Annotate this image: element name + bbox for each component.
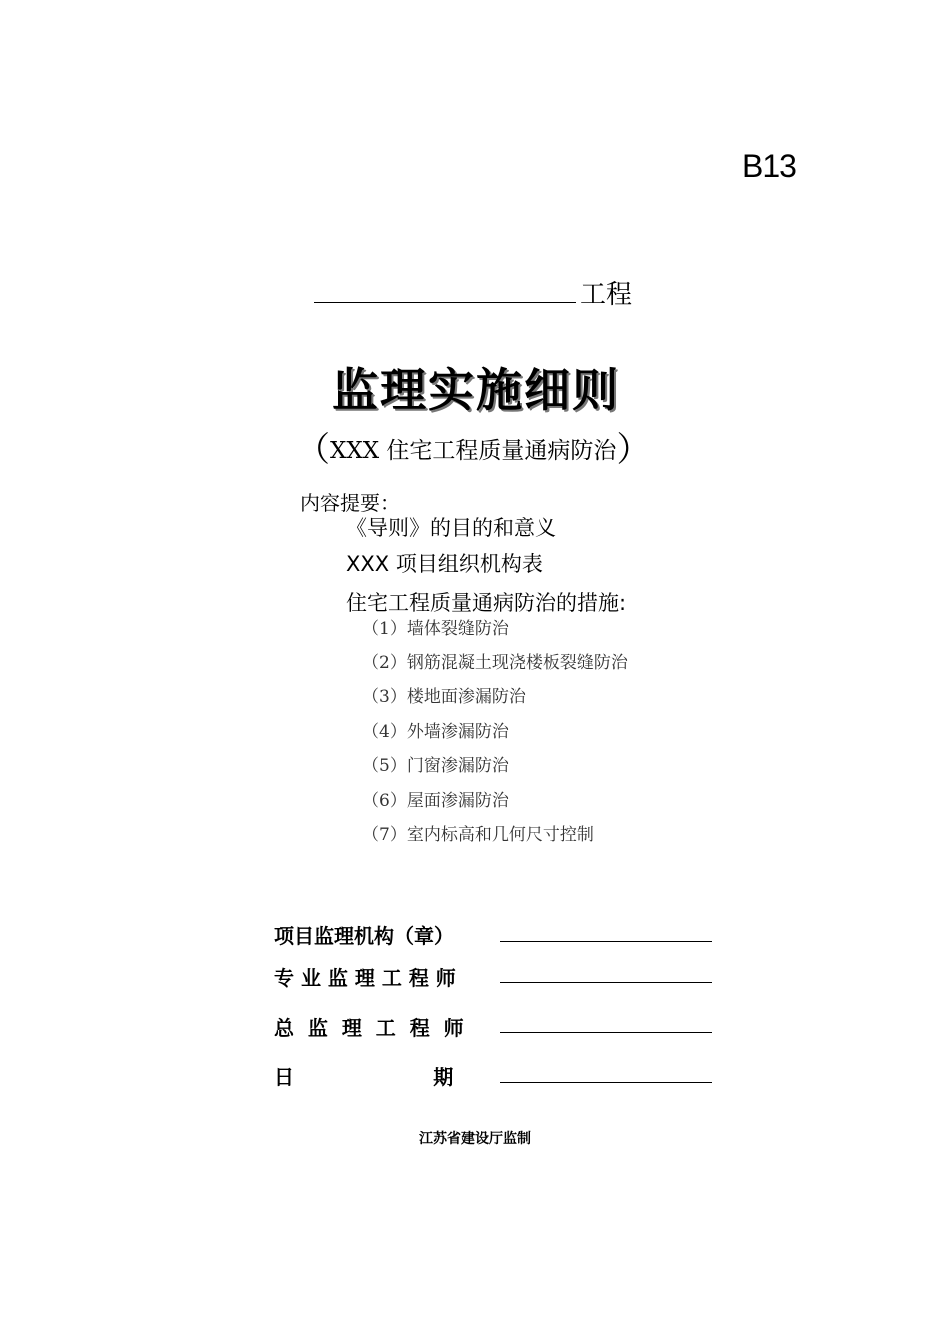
measure-item: （5）门窗渗漏防治 — [362, 756, 509, 776]
subtitle-close-paren: ） — [616, 430, 651, 470]
signature-label-agency: 项目监理机构（章） — [274, 924, 454, 948]
document-code: B13 — [742, 148, 796, 184]
document-subtitle — [296, 422, 650, 471]
signature-line-date — [500, 1082, 712, 1083]
signature-label-date: 日 期 — [274, 1065, 454, 1089]
measure-item: （1）墙体裂缝防治 — [362, 619, 509, 639]
summary-heading: 内容提要： — [300, 491, 400, 515]
signature-line-agency — [500, 941, 712, 942]
measure-item: （3）楼地面渗漏防治 — [362, 687, 526, 707]
subtitle-open-paren: （ — [296, 430, 330, 470]
measure-item: （7）室内标高和几何尺寸控制 — [362, 825, 594, 845]
project-suffix: 工程 — [580, 280, 633, 310]
document-title: 监理实施细则 — [332, 363, 620, 417]
signature-label-specialist: 专 业 监 理 工 程 师 — [274, 966, 456, 990]
summary-item: 住宅工程质量通病防治的措施: — [346, 591, 627, 615]
subtitle-text: XXX 住宅工程质量通病防治 — [330, 438, 617, 464]
signature-label-chief: 总 监 理 工 程 师 — [274, 1016, 464, 1040]
measure-item: （6）屋面渗漏防治 — [362, 791, 509, 811]
project-name-blank — [314, 302, 576, 303]
signature-line-specialist — [500, 982, 712, 983]
measure-item: （2）钢筋混凝土现浇楼板裂缝防治 — [362, 653, 628, 673]
summary-item: XXX 项目组织机构表 — [346, 552, 543, 576]
signature-line-chief — [500, 1032, 712, 1033]
summary-item: 《导则》的目的和意义 — [346, 516, 556, 540]
measure-item: （4）外墙渗漏防治 — [362, 722, 509, 742]
issuer-footer: 江苏省建设厅监制 — [419, 1131, 531, 1147]
